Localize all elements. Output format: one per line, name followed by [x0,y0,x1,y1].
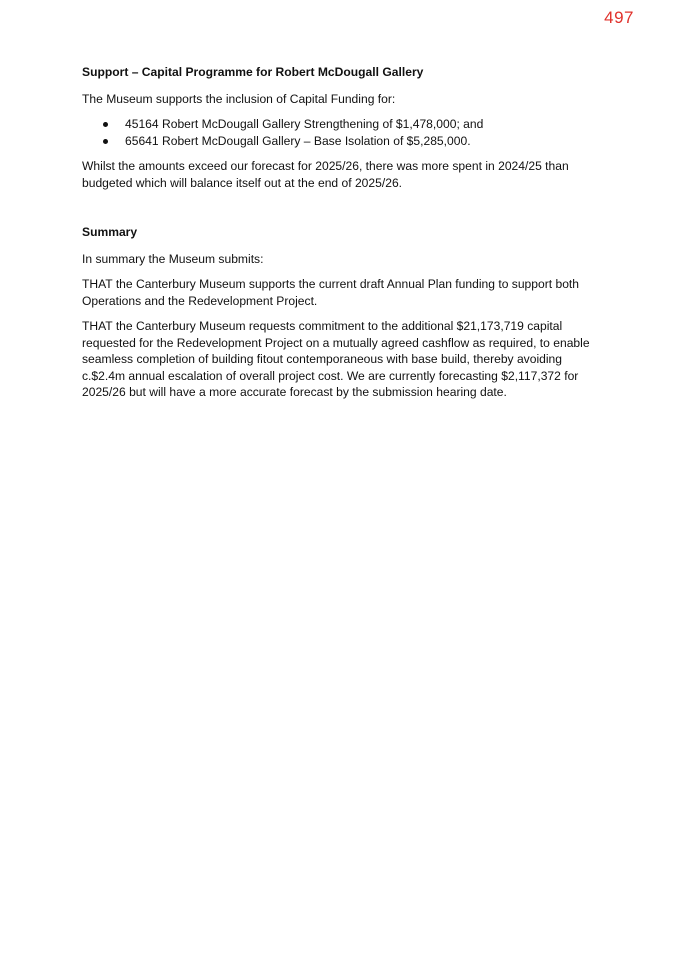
document-body [82,64,602,410]
list-item-text: 65641 Robert McDougall Gallery – Base Isolation of $5,285,000. [125,133,471,148]
capital-funding-list [82,116,602,149]
summary-paragraph-capital-request: THAT the Canterbury Museum requests commitment to the additional $21,173,719 capital requested for the Redevelopment Project on a mutually agreed cashflow as required, to enable seamless completion of building fitout contemporaneous with base build, thereby avoiding c.$2.4m annual escalation of overall project cost. We are currently forecasting $2,117,372 for 2025/26 but will have a more accurate forecast by the submission hearing date. [82,319,590,399]
capital-programme-heading: Support – Capital Programme for Robert McDougall Gallery [82,65,424,79]
summary-intro-text: In summary the Museum submits: [82,251,264,266]
list-item [82,133,602,150]
summary-paragraph-operations: THAT the Canterbury Museum supports the current draft Annual Plan funding to support both Operations and the Redevelopment Project. [82,277,580,308]
capital-note-text: Whilst the amounts exceed our forecast for 2025/26, there was more spent in 2024/25 than budgeted which will balance itself out at the end of 2025/26. [82,159,569,190]
bullet-icon [103,122,108,127]
summary-heading: Summary [82,225,138,239]
capital-intro-text: The Museum supports the inclusion of Capital Funding for: [82,91,396,106]
page-number: 497 [604,8,634,27]
list-item-text: 45164 Robert McDougall Gallery Strengthening of $1,478,000; and [125,117,484,131]
bullet-icon [103,139,108,144]
list-item [82,116,602,133]
section-divider-space [82,200,602,224]
